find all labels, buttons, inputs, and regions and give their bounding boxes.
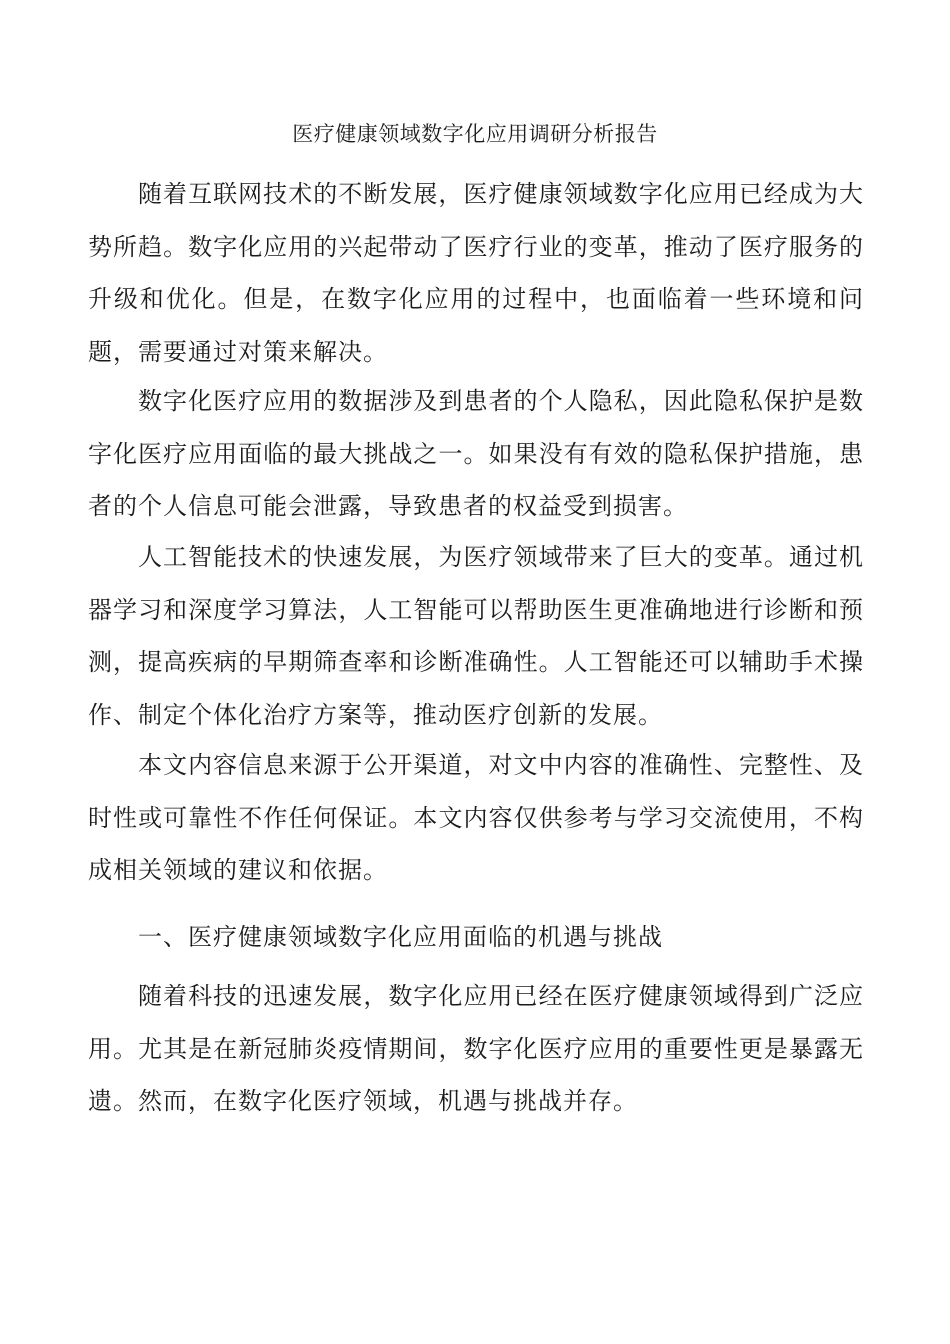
section-paragraph: 随着科技的迅速发展，数字化应用已经在医疗健康领域得到广泛应用。尤其是在新冠肺炎疫情期间，数字化医疗应用的重要性更是暴露无遗。然而，在数字化医疗领域，机遇与挑战并存。 [88,982,864,1115]
intro-paragraph: 随着互联网技术的不断发展，医疗健康领域数字化应用已经成为大势所趋。数字化应用的兴起带动了医疗行业的变革，推动了医疗服务的升级和优化。但是，在数字化应用的过程中，也面临着一些环境和问题，需要通过对策来解决。 [88,180,864,366]
disclaimer-paragraph: 本文内容信息来源于公开渠道，对文中内容的准确性、完整性、及时性或可靠性不作任何保证。本文内容仅供参考与学习交流使用，不构成相关领域的建议和依据。 [88,751,864,884]
privacy-paragraph: 数字化医疗应用的数据涉及到患者的个人隐私，因此隐私保护是数字化医疗应用面临的最大挑战之一。如果没有有效的隐私保护措施，患者的个人信息可能会泄露，导致患者的权益受到损害。 [88,387,864,520]
section-heading: 一、医疗健康领域数字化应用面临的机遇与挑战 [138,923,663,951]
document-title: 医疗健康领域数字化应用调研分析报告 [292,122,658,146]
ai-paragraph: 人工智能技术的快速发展，为医疗领域带来了巨大的变革。通过机器学习和深度学习算法，人工智能可以帮助医生更准确地进行诊断和预测，提高疾病的早期筛查率和诊断准确性。人工智能还可以辅助手术操作、制定个体化治疗方案等，推动医疗创新的发展。 [88,543,864,729]
